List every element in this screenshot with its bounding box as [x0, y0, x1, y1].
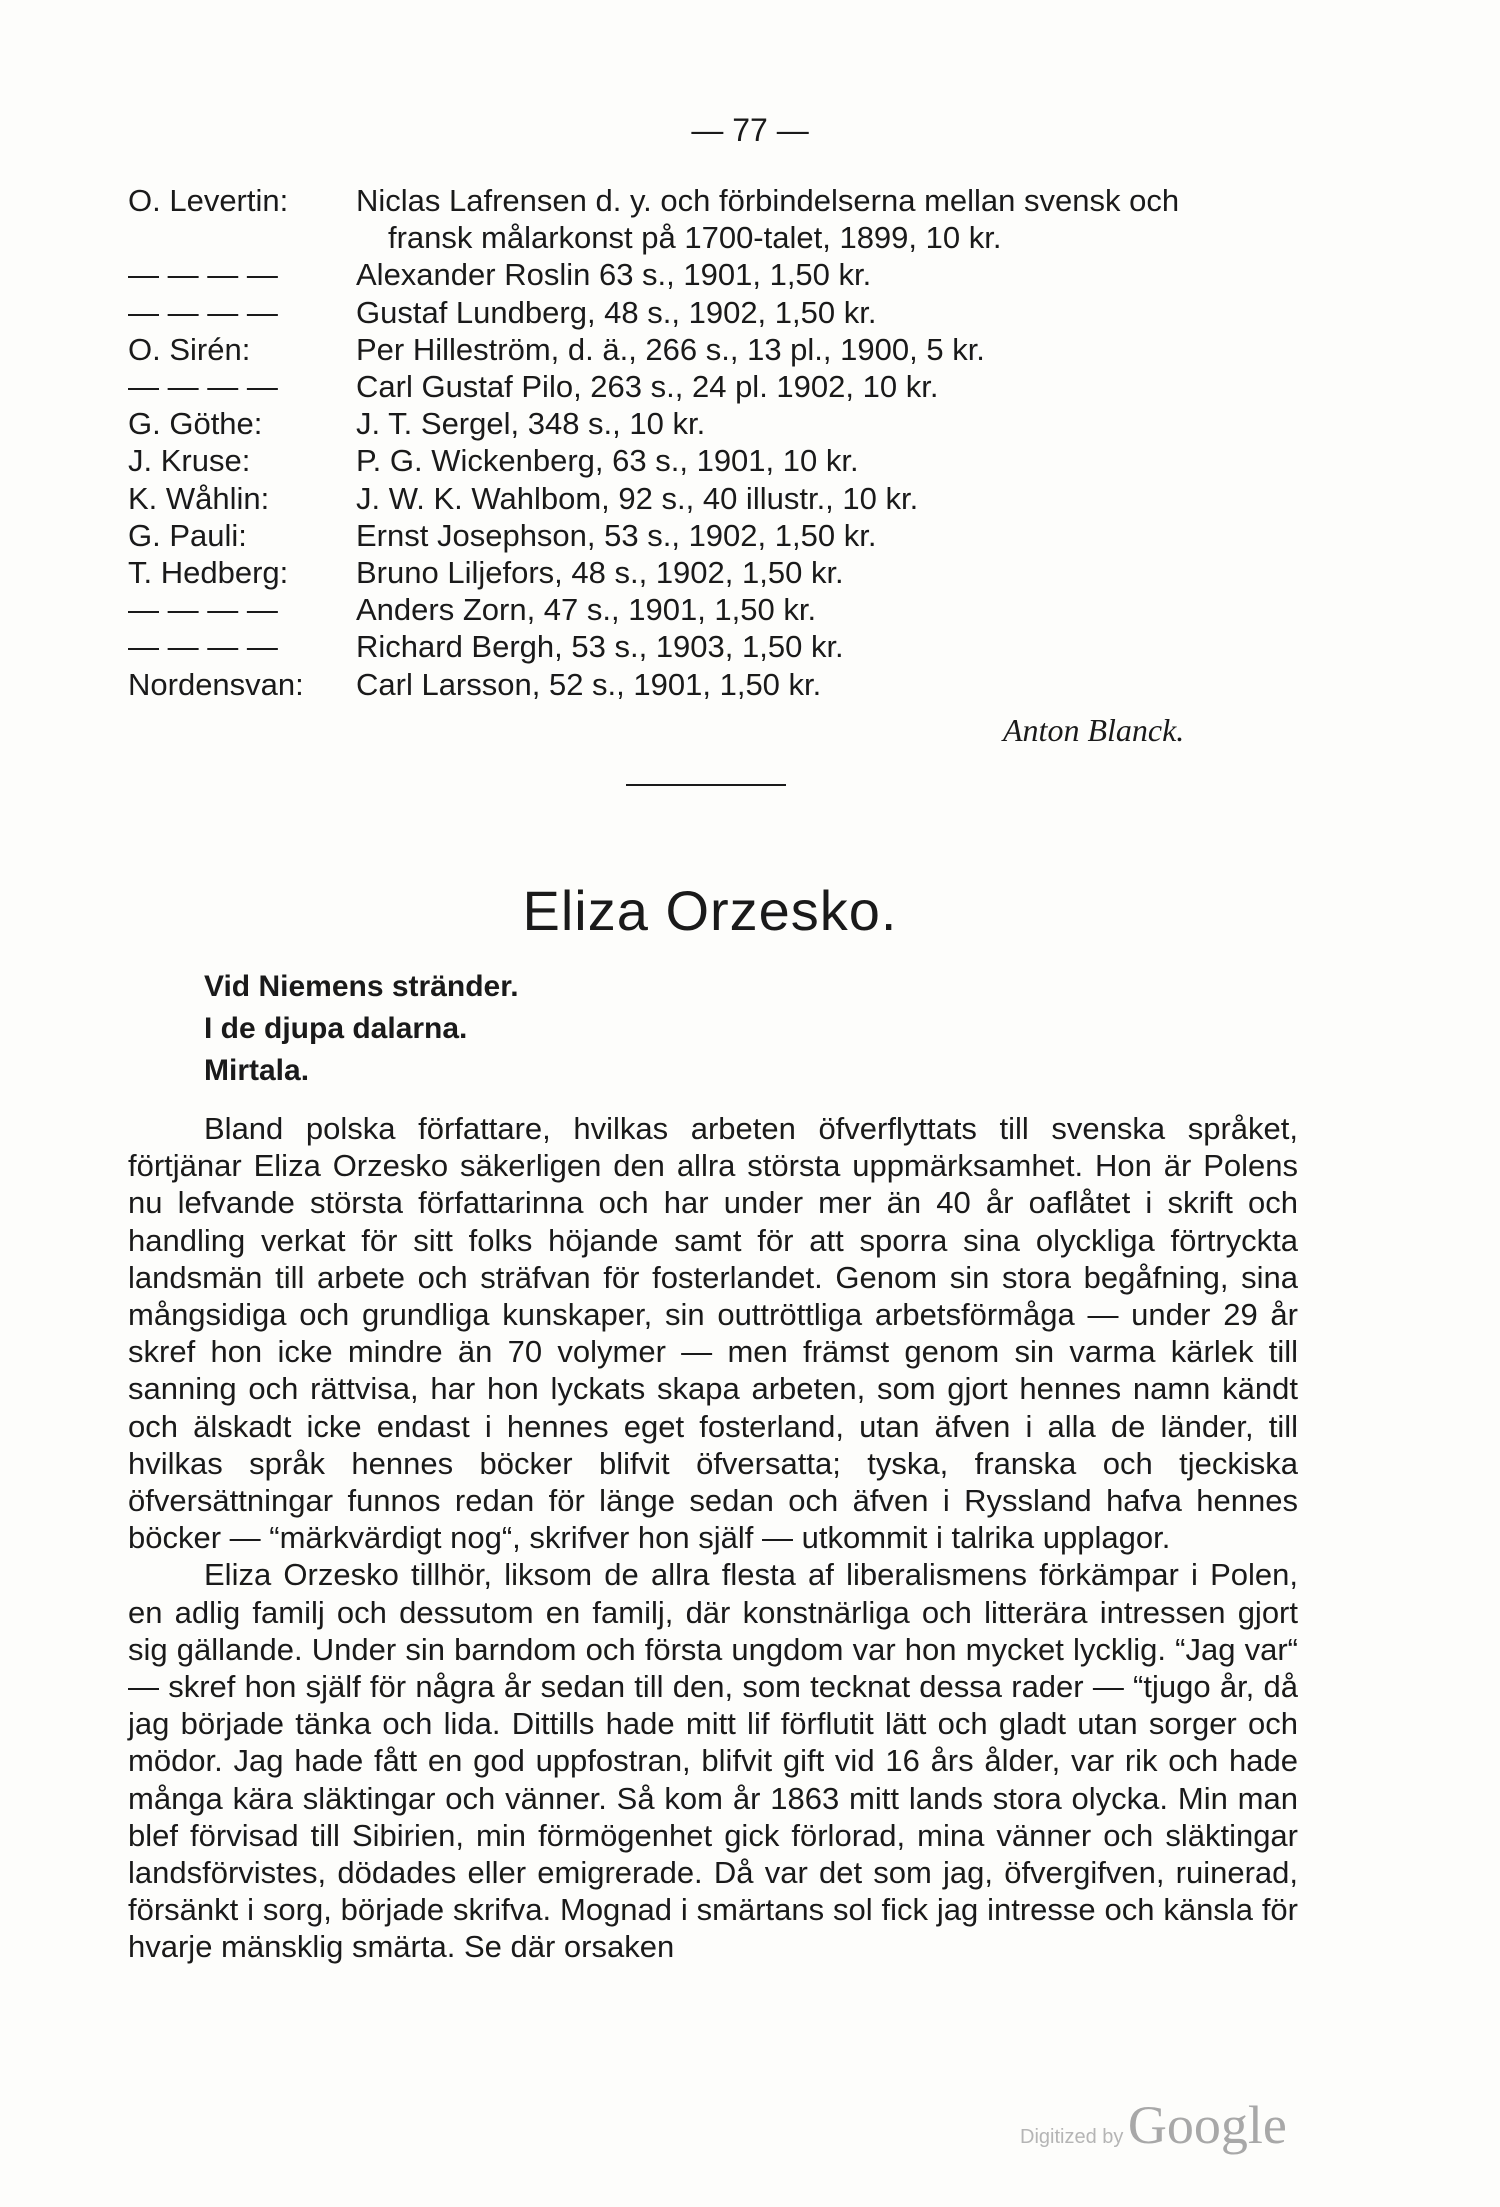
bibliography-author: G. Pauli:	[128, 517, 247, 553]
bibliography-entry	[128, 405, 1308, 442]
bibliography-author: — — — —	[128, 629, 278, 665]
article-body	[128, 1110, 1298, 1966]
bibliography-entry	[128, 442, 1308, 479]
bibliography-title: Ernst Josephson, 53 s., 1902, 1,50 kr.	[356, 517, 877, 553]
bibliography-title: J. W. K. Wahlbom, 92 s., 40 illustr., 10 kr.	[356, 480, 919, 516]
book-title: Mirtala.	[204, 1054, 310, 1087]
bibliography-entry	[128, 517, 1308, 554]
bibliography-title-continuation: fransk målarkonst på 1700-talet, 1899, 10 kr.	[388, 220, 1002, 256]
digitized-watermark	[1020, 2094, 1287, 2156]
bibliography-title: Bruno Liljefors, 48 s., 1902, 1,50 kr.	[356, 555, 844, 591]
bibliography-author: — — — —	[128, 592, 278, 628]
bibliography-title: Carl Gustaf Pilo, 263 s., 24 pl. 1902, 10 kr.	[356, 369, 939, 405]
section-divider	[626, 784, 786, 786]
bibliography-author: K. Wåhlin:	[128, 480, 270, 516]
bibliography-list	[128, 182, 1308, 703]
bibliography-author: G. Göthe:	[128, 406, 263, 442]
bibliography-title	[356, 182, 1308, 256]
bibliography-entry	[128, 256, 1308, 293]
bibliography-author: O. Sirén:	[128, 331, 251, 367]
bibliography-entry	[128, 628, 1308, 665]
book-title: I de djupa dalarna.	[204, 1012, 468, 1045]
bibliography-title: Gustaf Lundberg, 48 s., 1902, 1,50 kr.	[356, 294, 877, 330]
watermark-caption: Digitized by	[1020, 2126, 1124, 2148]
bibliography-entry	[128, 331, 1308, 368]
bibliography-entry	[128, 294, 1308, 331]
article-heading: Eliza Orzesko.	[522, 879, 898, 942]
bibliography-entry	[128, 480, 1308, 517]
bibliography-title: Anders Zorn, 47 s., 1901, 1,50 kr.	[356, 592, 817, 628]
page-number: — 77 —	[691, 112, 809, 148]
author-signature: Anton Blanck.	[1003, 712, 1185, 748]
body-paragraph: Eliza Orzesko tillhör, liksom de allra flesta af liberalismens förkämpar i Polen, en adlig familj och dessutom en familj, där konstnärliga och litterära intressen gjort sig gällande. Under sin barndom och första ungdom var hon mycket lycklig. “Jag var“ — skref hon själf för några år sedan till den, som tecknat dessa rader — “tjugo år, då jag började tänka och lida. Dittills hade mitt lif förflutit lätt och gladt utan sorger och mödor. Jag hade fått en god uppfostran, blifvit gift vid 16 års ålder, var rik och hade många kära släktingar och vänner. Så kom år 1863 mitt lands stora olycka. Min man blef förvisad till Sibirien, min förmögenhet gick förlorad, mina vänner och släktingar landsförvistes, dödades eller emigrerade. Då var det som jag, öfvergifven, ruinerad, försänkt i sorg, började skrifva. Mognad i smärtans sol fick jag intresse och känsla för hvarje mänsklig smärta. Se där orsaken	[128, 1557, 1298, 1965]
bibliography-author: — — — —	[128, 294, 278, 330]
bibliography-entry	[128, 666, 1308, 703]
book-titles	[204, 966, 519, 1092]
google-logo: Google	[1127, 2095, 1287, 2155]
bibliography-entry	[128, 554, 1308, 591]
bibliography-title-line: Niclas Lafrensen d. y. och förbindelserna mellan svensk och	[356, 183, 1180, 218]
body-paragraph: Bland polska författare, hvilkas arbeten öfverflyttats till svenska språket, förtjänar Eliza Orzesko säkerligen den allra största uppmärksamhet. Hon är Polens nu lefvande största författarinna och har under mer än 40 år oaflåtet i skrift och handling verkat för sitt folks höjande samt för att sporra sina olyckliga förtryckta landsmän till arbete och sträfvan för fosterlandet. Genom sin stora begåfning, sina mångsidiga och grundliga kunskaper, sin outtröttliga arbetsförmåga — under 29 år skref hon icke mindre än 70 volymer — men främst genom sin varma kärlek till sanning och rättvisa, har hon lyckats skapa arbeten, som gjort hennes namn kändt och älskadt icke endast i hennes eget fosterland, utan äfven i alla de länder, till hvilkas språk hennes böcker blifvit öfversatta; tyska, franska och tjeckiska öfversättningar funnos redan för länge sedan och äfven i Ryssland hafva hennes böcker — “märkvärdigt nog“, skrifver hon själf — utkommit i talrika upplagor.	[128, 1111, 1298, 1556]
bibliography-entry	[128, 368, 1308, 405]
bibliography-author: — — — —	[128, 257, 278, 293]
book-title: Vid Niemens stränder.	[204, 970, 519, 1003]
bibliography-title: Per Hilleström, d. ä., 266 s., 13 pl., 1900, 5 kr.	[356, 331, 985, 367]
bibliography-author: Nordensvan:	[128, 666, 304, 702]
bibliography-entry	[128, 182, 1308, 256]
bibliography-entry	[128, 591, 1308, 628]
bibliography-author: O. Levertin:	[128, 183, 289, 218]
bibliography-author: — — — —	[128, 369, 278, 405]
bibliography-title: Richard Bergh, 53 s., 1903, 1,50 kr.	[356, 629, 844, 665]
bibliography-author: J. Kruse:	[128, 443, 251, 479]
bibliography-title: Alexander Roslin 63 s., 1901, 1,50 kr.	[356, 257, 872, 293]
bibliography-title: J. T. Sergel, 348 s., 10 kr.	[356, 406, 706, 442]
bibliography-author: T. Hedberg:	[128, 555, 289, 591]
bibliography-title: P. G. Wickenberg, 63 s., 1901, 10 kr.	[356, 443, 859, 479]
bibliography-title: Carl Larsson, 52 s., 1901, 1,50 kr.	[356, 666, 822, 702]
